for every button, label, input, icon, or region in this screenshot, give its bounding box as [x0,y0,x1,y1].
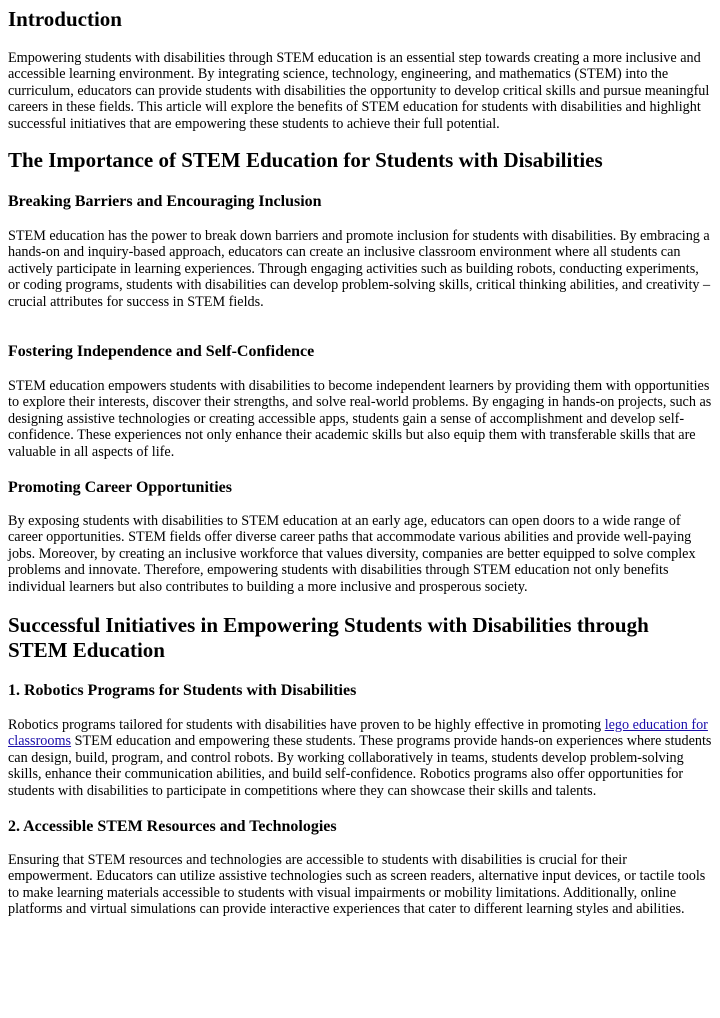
resources-paragraph: Ensuring that STEM resources and technologies are accessible to students with disabilities is crucial for their empowerment. Educators can utilize assistive technologies such as screen readers, alternative input devices, or tactile tools to make learning materials accessible to students with visual impairments or mobility limitations. Additionally, online platforms and virtual simulations can provide interactive experiences that cater to different learning styles and abilities. [8,852,706,918]
intro-heading: Introduction [8,7,122,31]
career-paragraph: By exposing students with disabilities to STEM education at an early age, educators can open doors to a wide range of career opportunities. STEM fields offer diverse career paths that accommodate various abilities and provide well-paying jobs. Moreover, by creating an inclusive workforce that values diversity, companies are better equipped to solve complex problems and innovate. Therefore, empowering students with disabilities through STEM education not only benefits individual learners but also contributes to building a more inclusive and prosperous society. [8,513,696,595]
independence-heading: Fostering Independence and Self-Confidence [8,343,315,360]
robotics-text-after-link: STEM education and empowering these students. These programs provide hands-on experiences where students can design, build, program, and control robots. By working collaboratively in teams, students develop problem-solving skills, enhance their communication abilities, and build self-confidence. Robotics programs also offer opportunities for students with disabilities to participate in competitions where they can showcase their skills and talents. [8,733,712,799]
robotics-heading: 1. Robotics Programs for Students with Disabilities [8,682,357,699]
intro-paragraph: Empowering students with disabilities through STEM education is an essential step towards creating a more inclusive and accessible learning environment. By integrating science, technology, engineering, and mathematics (STEM) into the curriculum, educators can provide students with disabilities the opportunity to develop critical skills and pursue meaningful careers in these fields. This article will explore the benefits of STEM education for students with disabilities and highlight successful initiatives that are empowering these students to achieve their full potential. [8,50,710,132]
barriers-paragraph: STEM education has the power to break down barriers and promote inclusion for students with disabilities. By embracing a hands-on and inquiry-based approach, educators can create an inclusive classroom environment where all students can actively participate in learning experiences. Through engaging activities such as building robots, conducting experiments, or coding programs, students with disabilities can develop problem-solving skills, critical thinking abilities, and creativity – crucial attributes for success in STEM fields. [8,228,711,310]
initiatives-heading: Successful Initiatives in Empowering Students with Disabilities through STEM Education [8,613,649,662]
barriers-heading: Breaking Barriers and Encouraging Inclusion [8,193,322,210]
robotics-paragraph [8,717,714,799]
independence-paragraph: STEM education empowers students with disabilities to become independent learners by providing them with opportunities to explore their interests, discover their strengths, and solve real-world problems. By engaging in hands-on projects, such as designing assistive technologies or creating accessible apps, students gain a sense of accomplishment and develop self-confidence. These experiences not only enhance their academic skills but also equip them with transferable skills that are valuable in all aspects of life. [8,378,712,460]
robotics-text-before-link: Robotics programs tailored for students with disabilities have proven to be highly effective in promoting [8,717,605,733]
lego-education-link[interactable]: lego education for classrooms [8,717,708,750]
career-heading: Promoting Career Opportunities [8,479,232,496]
importance-heading: The Importance of STEM Education for Students with Disabilities [8,148,603,172]
resources-heading: 2. Accessible STEM Resources and Technologies [8,818,337,835]
